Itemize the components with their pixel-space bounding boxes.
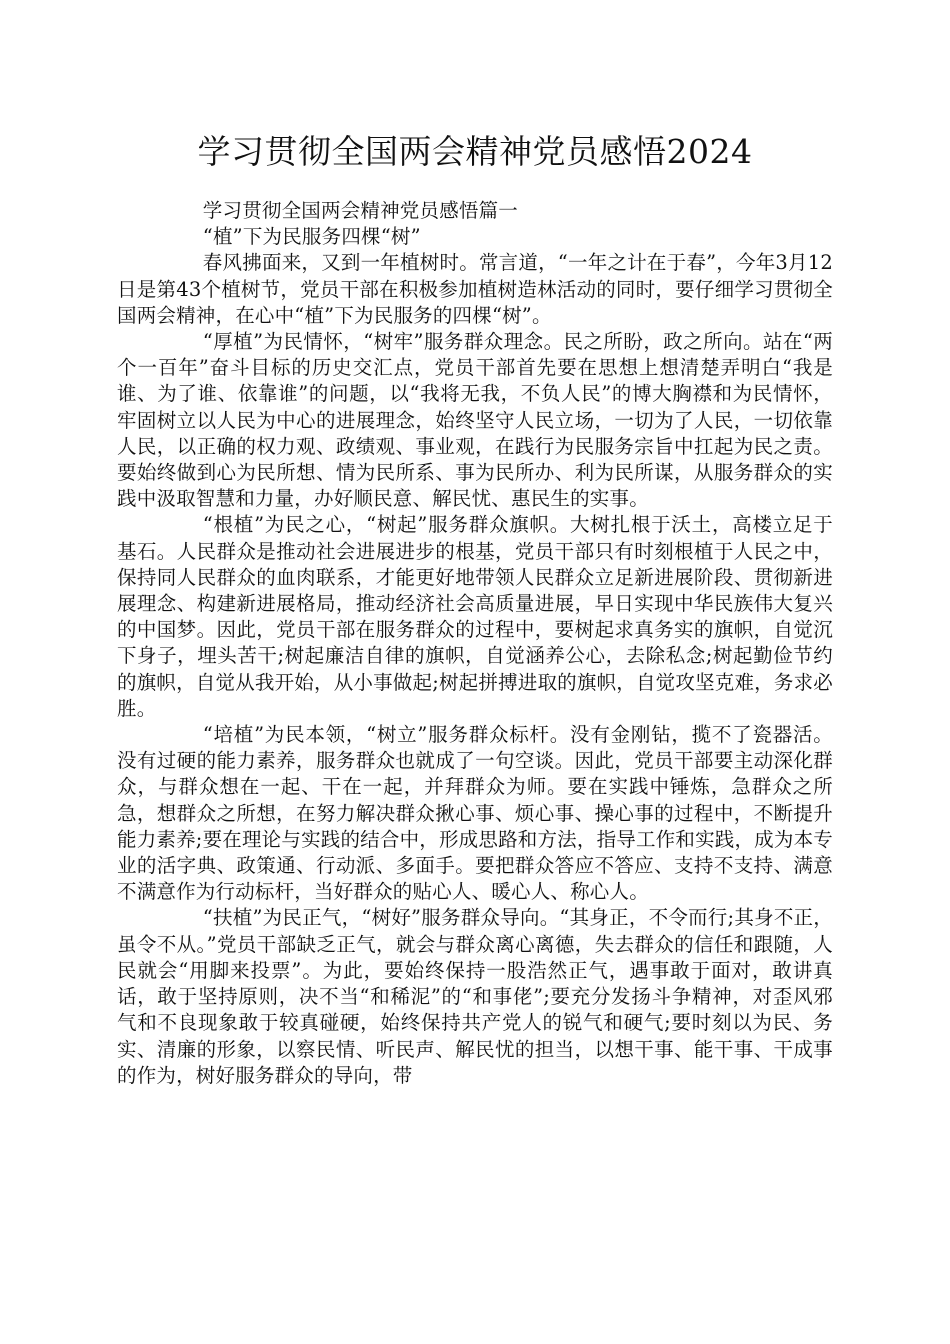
section-heading: 学习贯彻全国两会精神党员感悟篇一 xyxy=(202,199,518,222)
paragraph-genzhi: “根植”为民之心，“树起”服务群众旗帜。大树扎根于沃土，高楼立足于基石。人民群众是推动社会进展进步的根基，党员干部只有时刻根植于人民之中，保持同人民群众的血肉联系，才能更好地带领人民群众立足新进展阶段、贯彻新进展理念、构建新进展格局，推动经济社会高质量进展，早日实现中华民族伟大复兴的中国梦。因此，党员干部在服务群众的过程中，要树起求真务实的旗帜，自觉沉下身子，埋头苦干;树起廉洁自律的旗帜，自觉涵养公心，去除私念;树起勤俭节约的旗帜，自觉从我开始，从小事做起;树起拼搏进取的旗帜，自觉攻坚克难，务求必胜。 xyxy=(117,513,833,720)
paragraph-peizhi: “培植”为民本领，“树立”服务群众标杆。没有金刚钻，揽不了瓷器活。没有过硬的能力素养，服务群众也就成了一句空谈。因此，党员干部要主动深化群众，与群众想在一起、干在一起，并拜群众为师。要在实践中锤炼，急群众之所急，想群众之所想，在努力解决群众揪心事、烦心事、操心事的过程中，不断提升能力素养;要在理论与实践的结合中，形成思路和方法，指导工作和实践，成为本专业的活字典、政策通、行动派、多面手。要把群众答应不答应、支持不支持、满意不满意作为行动标杆，当好群众的贴心人、暖心人、称心人。 xyxy=(117,723,833,904)
document-title: 学习贯彻全国两会精神党员感悟2024 xyxy=(197,132,753,171)
paragraph-fuzhi: “扶植”为民正气，“树好”服务群众导向。“其身正，不令而行;其身不正，虽令不从。”党员干部缺乏正气，就会与群众离心离德，失去群众的信任和跟随，人民就会“用脚来投票”。为此，要始终保持一股浩然正气，遇事敢于面对，敢讲真话，敢于坚持原则，决不当“和稀泥”的“和事佬”;要充分发扬斗争精神，对歪风邪气和不良现象敢于较真碰硬，始终保持共产党人的锐气和硬气;要时刻以为民、务实、清廉的形象，以察民情、听民声、解民忧的担当，以想干事、能干事、干成事的作为，树好服务群众的导向，带 xyxy=(117,906,833,1087)
paragraph-houzhi: “厚植”为民情怀，“树牢”服务群众理念。民之所盼，政之所向。站在“两个一百年”奋斗目标的历史交汇点，党员干部首先要在思想上想清楚弄明白“我是谁、为了谁、依靠谁”的问题，以“我将无我，不负人民”的博大胸襟和为民情怀，牢固树立以人民为中心的进展理念，始终坚守人民立场，一切为了人民，一切依靠人民，以正确的权力观、政绩观、事业观，在践行为民服务宗旨中扛起为民之责。要始终做到心为民所想、情为民所系、事为民所办、利为民所谋，从服务群众的实践中汲取智慧和力量，办好顺民意、解民忧、惠民生的实事。 xyxy=(117,330,833,511)
document-body xyxy=(117,198,833,1089)
section-subheading: “植”下为民服务四棵“树” xyxy=(202,225,421,249)
paragraph-intro: 春风拂面来，又到一年植树时。常言道，“一年之计在于春”，今年3月12日是第43个植树节，党员干部在积极参加植树造林活动的同时，要仔细学习贯彻全国两会精神，在心中“植”下为民服务的四棵“树”。 xyxy=(117,251,833,327)
